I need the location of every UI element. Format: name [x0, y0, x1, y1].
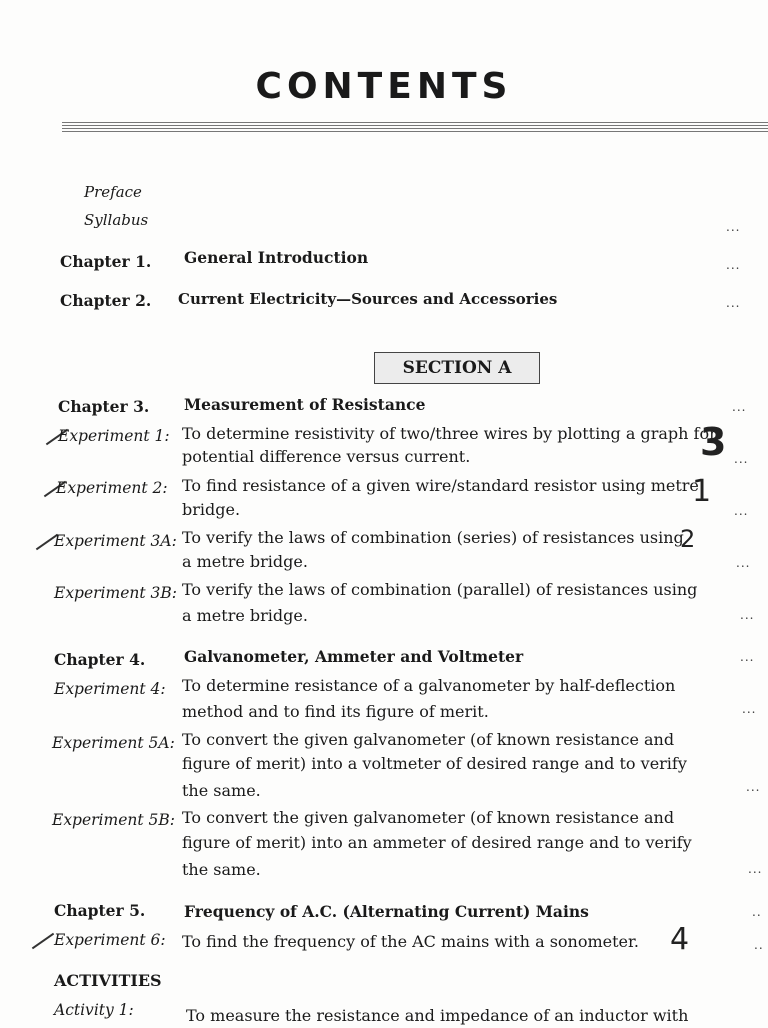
chapter-5-label: Chapter 5. [54, 901, 146, 920]
experiment-3a-label: Experiment 3A: [54, 532, 177, 550]
chapter-3-label: Chapter 3. [58, 397, 150, 416]
experiment-6-label: Experiment 6: [54, 931, 166, 949]
experiment-5b-label: Experiment 5B: [52, 811, 176, 829]
experiment-3a-line-1[interactable]: To verify the laws of combination (series) of resistances using [182, 528, 684, 547]
activity-1-label: Activity 1: [54, 1001, 134, 1019]
syllabus-dots: ... [726, 220, 741, 234]
section-a-heading: SECTION A [374, 352, 540, 384]
activity-1-line-1[interactable]: To measure the resistance and impedance of an inductor with [186, 1006, 689, 1025]
experiment-5b-dots: ... [748, 862, 763, 876]
title-rule [62, 122, 768, 134]
experiment-4-line-1[interactable]: To determine resistance of a galvanometer by half-deflection [182, 676, 676, 695]
experiment-2-dots: ... [734, 504, 749, 518]
experiment-5a-line-3[interactable]: the same. [182, 781, 261, 800]
chapter-2-label: Chapter 2. [60, 291, 152, 310]
chapter-4-dots: ... [740, 650, 755, 664]
experiment-1-dots: ... [734, 452, 749, 466]
handwritten-tick-mark [32, 933, 54, 950]
experiment-3b-dots: ... [740, 608, 755, 622]
handwritten-number: 1 [692, 474, 712, 509]
chapter-4-title[interactable]: Galvanometer, Ammeter and Voltmeter [184, 647, 524, 666]
chapter-2-dots: ... [726, 296, 741, 310]
preface-label[interactable]: Preface [84, 183, 142, 201]
experiment-6-line-1[interactable]: To find the frequency of the AC mains with a sonometer. [182, 932, 639, 951]
experiment-1-line-2[interactable]: potential difference versus current. [182, 447, 471, 466]
chapter-5-dots: .. [752, 905, 762, 919]
experiment-4-dots: ... [742, 702, 757, 716]
experiment-3b-label: Experiment 3B: [54, 584, 178, 602]
chapter-3-dots: ... [732, 400, 747, 414]
experiment-5b-line-2[interactable]: figure of merit) into an ammeter of desired range and to verify [182, 833, 692, 852]
experiment-2-line-2[interactable]: bridge. [182, 500, 241, 519]
experiment-5a-dots: ... [746, 780, 761, 794]
experiment-3b-line-2[interactable]: a metre bridge. [182, 606, 308, 625]
chapter-3-title[interactable]: Measurement of Resistance [184, 395, 426, 414]
experiment-5a-line-1[interactable]: To convert the given galvanometer (of known resistance and [182, 730, 675, 749]
syllabus-label[interactable]: Syllabus [84, 211, 149, 229]
experiment-5b-line-1[interactable]: To convert the given galvanometer (of known resistance and [182, 808, 675, 827]
experiment-5a-label: Experiment 5A: [52, 734, 175, 752]
experiment-2-label: Experiment 2: [56, 479, 168, 497]
handwritten-number: 4 [670, 922, 690, 957]
chapter-4-label: Chapter 4. [54, 650, 146, 669]
chapter-2-title[interactable]: Current Electricity—Sources and Accessories [178, 290, 558, 308]
activities-heading: ACTIVITIES [54, 971, 162, 990]
chapter-1-dots: ... [726, 258, 741, 272]
experiment-1-label: Experiment 1: [58, 427, 170, 445]
experiment-5b-line-3[interactable]: the same. [182, 860, 261, 879]
experiment-1-line-1[interactable]: To determine resistivity of two/three wires by plotting a graph for [182, 424, 717, 443]
handwritten-number: 2 [680, 525, 696, 553]
chapter-5-title[interactable]: Frequency of A.C. (Alternating Current) Mains [184, 902, 589, 921]
page-title: CONTENTS [255, 66, 513, 107]
experiment-6-dots: .. [754, 938, 764, 952]
chapter-1-title[interactable]: General Introduction [184, 248, 369, 267]
experiment-2-line-1[interactable]: To find resistance of a given wire/standard resistor using metre [182, 476, 699, 495]
experiment-3a-line-2[interactable]: a metre bridge. [182, 552, 308, 571]
experiment-3b-line-1[interactable]: To verify the laws of combination (parallel) of resistances using [182, 580, 698, 599]
experiment-5a-line-2[interactable]: figure of merit) into a voltmeter of desired range and to verify [182, 754, 687, 773]
experiment-4-line-2[interactable]: method and to find its figure of merit. [182, 702, 489, 721]
experiment-4-label: Experiment 4: [54, 680, 166, 698]
handwritten-number: 3 [700, 420, 727, 464]
chapter-1-label: Chapter 1. [60, 252, 152, 271]
experiment-3a-dots: ... [736, 556, 751, 570]
